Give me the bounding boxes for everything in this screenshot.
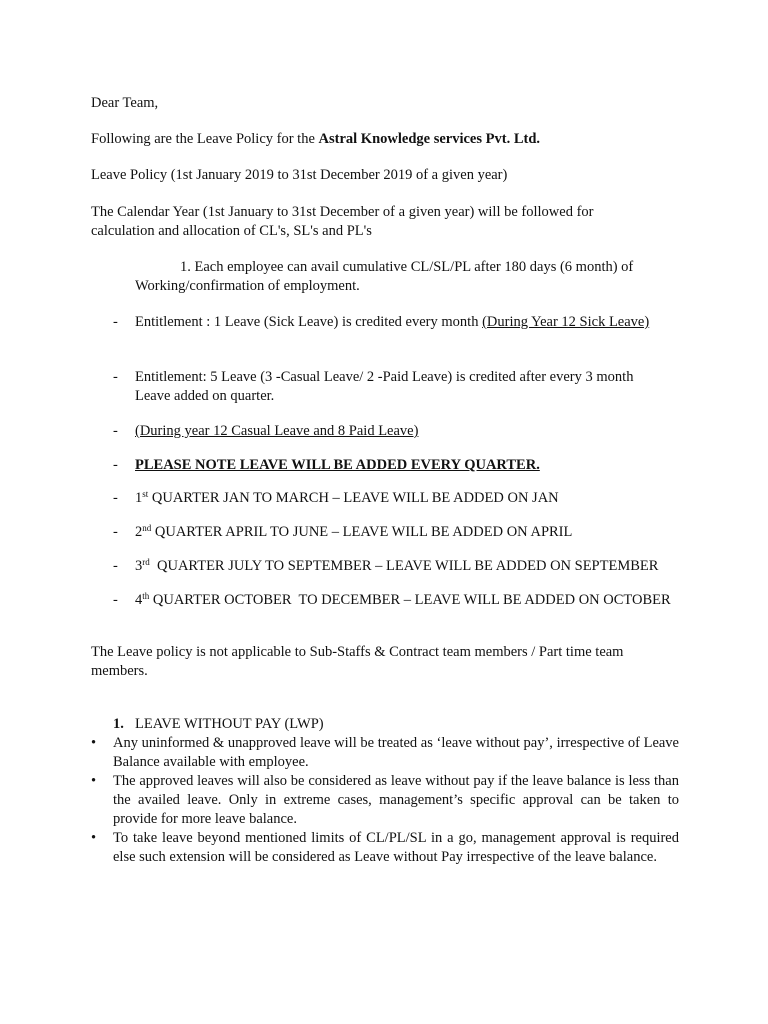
quarter-text (135, 523, 673, 542)
bullet-text: The approved leaves will also be considered as leave without pay if the leave balance is less than the availed leave. Only in extreme cases, management’s specific approval can be taken to provide for more leave balance. (113, 773, 679, 827)
dash-item-bold-underlined: PLEASE NOTE LEAVE WILL BE ADDED EVERY QUARTER. (135, 457, 540, 473)
quarter-item-1 (113, 489, 673, 508)
bullet-icon: • (91, 830, 97, 846)
quarter-number: 3 (135, 558, 143, 574)
quarter-suffix: rd (142, 557, 150, 567)
quarter-number: 4 (135, 592, 143, 608)
quarter-text (135, 591, 673, 610)
policy-period: Leave Policy (1st January 2019 to 31st December 2019 of a given year) (91, 167, 508, 183)
dash-marker: - (113, 490, 118, 506)
quarter-description: QUARTER APRIL TO JUNE – LEAVE WILL BE ADDED ON APRIL (151, 524, 573, 540)
dash-item-underlined: (During Year 12 Sick Leave) (482, 314, 650, 330)
bullet-icon: • (91, 773, 97, 789)
quarter-item-4 (113, 591, 673, 610)
dash-marker: - (113, 369, 118, 385)
intro-line (91, 130, 691, 149)
dash-item-underlined: (During year 12 Casual Leave and 8 Paid Leave) (135, 423, 419, 439)
lwp-bullet-item (91, 734, 679, 772)
quarter-text (135, 489, 673, 508)
dash-item-quarter-note (113, 456, 673, 475)
bullet-text: Any uninformed & unapproved leave will be treated as ‘leave without pay’, irrespective of Leave Balance available with employee. (113, 735, 679, 770)
bullet-icon: • (91, 735, 97, 751)
lwp-section-heading (113, 715, 673, 734)
dash-item-year-summary (113, 422, 673, 441)
lwp-bullet-item (91, 772, 679, 829)
dash-marker: - (113, 314, 118, 330)
greeting: Dear Team, (91, 95, 159, 111)
quarter-suffix: th (142, 591, 150, 601)
calendar-note: The Calendar Year (1st January to 31st December of a given year) will be followed for calculation and allocation of CL's, SL's and PL's (91, 204, 594, 239)
quarter-text (135, 557, 673, 576)
dash-item-entitlement-sick (113, 313, 673, 332)
quarter-description: QUARTER JAN TO MARCH – LEAVE WILL BE ADDED ON JAN (148, 490, 559, 506)
quarter-description: QUARTER OCTOBER TO DECEMBER – LEAVE WILL BE ADDED ON OCTOBER (149, 592, 671, 608)
intro-prefix: Following are the Leave Policy for the (91, 131, 319, 147)
dash-marker: - (113, 524, 118, 540)
section-title: LEAVE WITHOUT PAY (LWP) (135, 716, 324, 732)
bullet-text: To take leave beyond mentioned limits of CL/PL/SL in a go, management approval is required else such extension will be considered as Leave without Pay irrespective of the leave balance. (113, 830, 679, 865)
dash-item-plain: Entitlement : 1 Leave (Sick Leave) is credited every month (135, 314, 483, 330)
dash-marker: - (113, 558, 118, 574)
dash-marker: - (113, 457, 118, 473)
dash-marker: - (113, 592, 118, 608)
applicability-note: The Leave policy is not applicable to Sub-Staffs & Contract team members / Part time team members. (91, 644, 624, 679)
quarter-item-3 (113, 557, 673, 576)
quarter-number: 1 (135, 490, 143, 506)
lwp-bullet-list (91, 734, 679, 867)
quarter-description: QUARTER JULY TO SEPTEMBER – LEAVE WILL BE ADDED ON SEPTEMBER (149, 558, 659, 574)
dash-item-text (135, 313, 655, 332)
numbered-item: 1. Each employee can avail cumulative CL/SL/PL after 180 days (6 month) of Working/confirmation of employment. (135, 259, 634, 294)
dash-item-entitlement-casual (113, 368, 673, 406)
dash-item-plain: Entitlement: 5 Leave (3 -Casual Leave/ 2 -Paid Leave) is credited after every 3 month Leave added on quarter. (135, 369, 634, 404)
quarter-suffix: st (142, 489, 149, 499)
quarter-item-2 (113, 523, 673, 542)
section-number: 1. (113, 716, 124, 732)
lwp-bullet-item (91, 829, 679, 867)
dash-marker: - (113, 423, 118, 439)
quarter-number: 2 (135, 524, 143, 540)
company-name: Astral Knowledge services Pvt. Ltd. (318, 131, 541, 147)
quarter-suffix: nd (142, 523, 152, 533)
